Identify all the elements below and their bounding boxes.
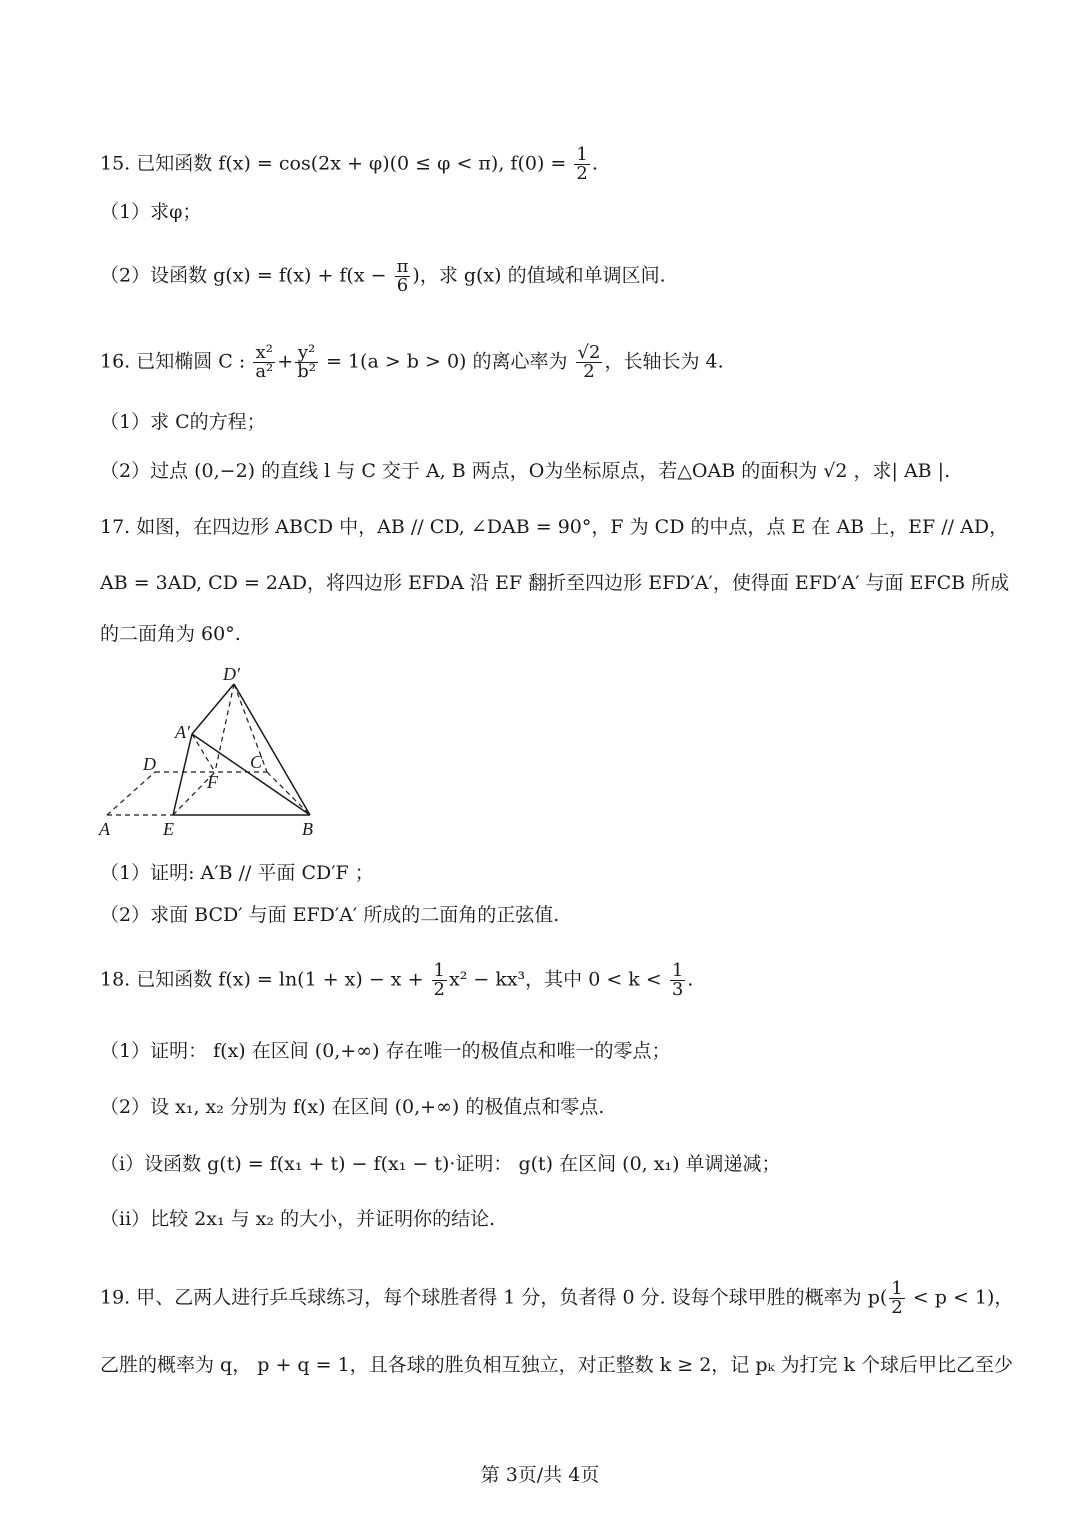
q18-part2-ii: （ii）比较 2x₁ 与 x₂ 的大小，并证明你的结论. — [100, 1208, 496, 1230]
q16-stem: 16. 已知椭圆 C : $\frac{\text{x²}}{\text{a²}}$ + $\frac{\text{y²}}{\text{b²}}$ = 1(a > b > 0) 的离心率为 $\frac{√2}{2}$ ，长轴长为 4. — [100, 342, 724, 382]
label-A: A — [99, 819, 110, 839]
q18-part2-i: （i）设函数 g(t) = f(x₁ + t) − f(x₁ − t)·证明： g(t) 在区间 (0, x₁) 单调递减； — [100, 1153, 781, 1175]
label-F: F — [207, 772, 218, 792]
edge-D1-F — [215, 684, 234, 772]
edge-D1-B — [234, 684, 310, 815]
label-D1: D′ — [223, 664, 240, 684]
edge-A1-F — [192, 734, 215, 772]
q17-line1: 17. 如图，在四边形 ABCD 中，AB // CD, ∠DAB = 90°，F 为 CD 的中点，点 E 在 AB 上，EF // AD， — [100, 516, 1009, 538]
label-A1: A′ — [175, 722, 190, 742]
q16-part1: （1）求 C的方程； — [100, 411, 266, 433]
q17-line2: AB = 3AD, CD = 2AD，将四边形 EFDA 沿 EF 翻折至四边形 EFD′A′，使得面 EFD′A′ 与面 EFCB 所成 — [100, 572, 1010, 594]
q17-line3: 的二面角为 60°. — [100, 623, 241, 645]
q17-part2: （2）求面 BCD′ 与面 EFD′A′ 所成的二面角的正弦值. — [100, 904, 560, 926]
edge-A-D — [107, 772, 155, 815]
label-D: D — [143, 754, 156, 774]
edge-A1-E — [173, 734, 192, 815]
q16-part2: （2）过点 (0,−2) 的直线 l 与 C 交于 A, B 两点，O为坐标原点，若△OAB 的面积为 √2 ，求| AB |. — [100, 460, 951, 482]
q15-stem: 15. 已知函数 f(x) = cos(2x + φ)(0 ≤ φ < π), f(0) = $\frac{1}{2}$ . — [100, 144, 598, 184]
q18-part2: （2）设 x₁, x₂ 分别为 f(x) 在区间 (0,+∞) 的极值点和零点. — [100, 1096, 605, 1118]
label-C: C — [250, 752, 263, 772]
q15-part2: （2）设函数 g(x) = f(x) + f(x − $\frac{\pi}{6}$ )，求 g(x) 的值域和单调区间. — [100, 256, 666, 296]
page-footer: 第 3页/共 4页 — [480, 1464, 600, 1486]
q18-part1: （1）证明： f(x) 在区间 (0,+∞) 存在唯一的极值点和唯一的零点； — [100, 1040, 671, 1062]
label-E: E — [163, 819, 174, 839]
q17-figure — [95, 660, 335, 845]
q19-stem: 19. 甲、乙两人进行乒乓球练习，每个球胜者得 1 分，负者得 0 分. 设每个球甲胜的概率为 p( $\frac{1}{2}$ < p < 1)， — [100, 1278, 1014, 1318]
edge-A1-D1 — [192, 684, 234, 734]
q15-fraction: $\frac{1}{2}$ — [576, 144, 588, 184]
q17-part1: （1）证明: A′B // 平面 CD′F ； — [100, 862, 374, 884]
label-B: B — [302, 819, 313, 839]
q19-line2: 乙胜的概率为 q， p + q = 1，且各球的胜负相互独立，对正整数 k ≥ 2，记 pₖ 为打完 k 个球后甲比乙至少 — [100, 1354, 1014, 1376]
q15-part1: （1）求φ； — [100, 201, 202, 223]
q18-stem: 18. 已知函数 f(x) = ln(1 + x) − x + $\frac{1}{2}$ x² − kx³，其中 0 < k < $\frac{1}{3}$ . — [100, 960, 694, 1000]
